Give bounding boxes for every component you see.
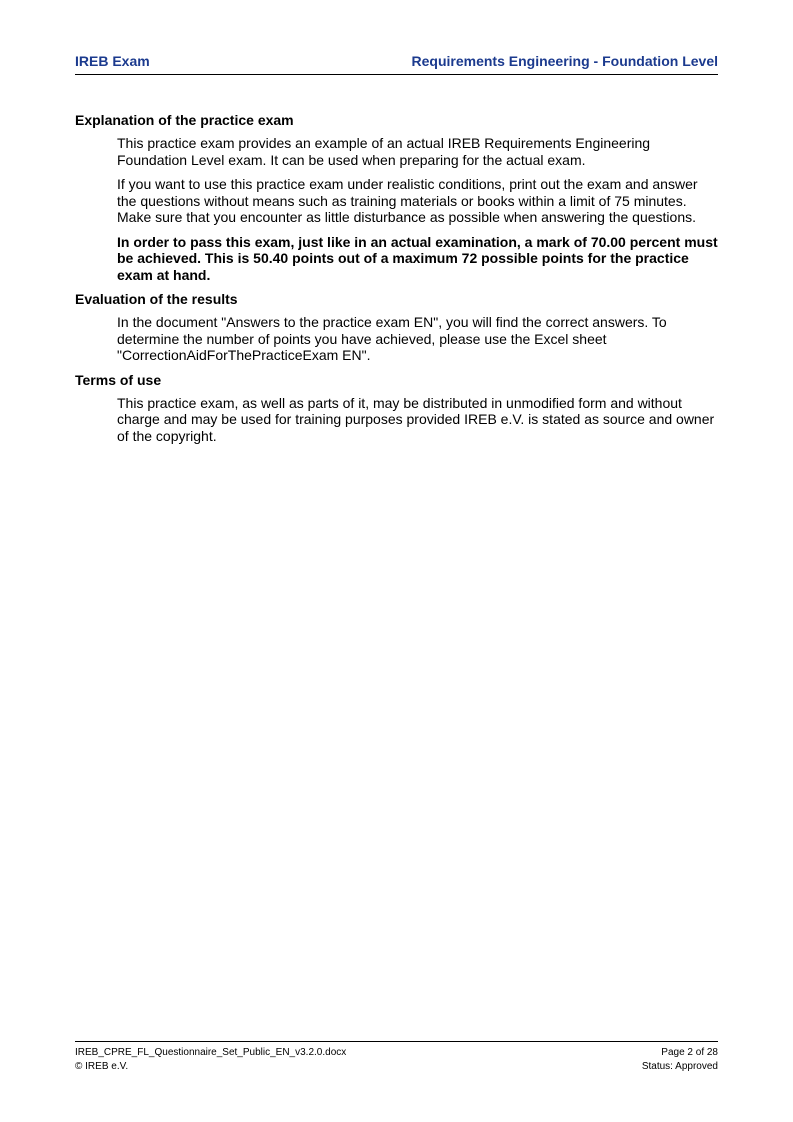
footer-status: Status: Approved [641,1061,718,1072]
section-terms-of-use [75,372,720,445]
paragraph: This practice exam, as well as parts of it, may be distributed in unmodified form and without charge and may be used for training purposes provided IREB e.V. is stated as source and owner of the copyright. [117,394,715,444]
footer-copyright: © IREB e.V. [75,1061,129,1072]
footer-row [75,1046,718,1060]
section-explanation [75,112,720,283]
footer-page-number: Page 2 of 28 [661,1047,718,1058]
header-right-title: Requirements Engineering - Foundation Level [411,53,718,69]
page-footer [75,1041,718,1074]
section-evaluation [75,291,720,364]
paragraph: If you want to use this practice exam under realistic conditions, print out the exam and answer the questions without means such as training materials or books within a limit of 75 minutes. Make sure that you encounter as little disturbance as possible when answering the questions. [117,176,698,225]
paragraph: In the document "Answers to the practice exam EN", you will find the correct answers. To determine the number of points you have achieved, please use the Excel sheet "CorrectionAidForThePracticeExam EN". [117,314,667,363]
paragraph-emphasis: In order to pass this exam, just like in an actual examination, a mark of 70.00 percent must be achieved. This is 50.40 points out of a maximum 72 possible points for the practice exam at hand. [117,233,718,283]
section-heading: Explanation of the practice exam [75,112,294,128]
footer-filename: IREB_CPRE_FL_Questionnaire_Set_Public_EN_v3.2.0.docx [75,1047,347,1058]
footer-row [75,1060,718,1074]
section-heading: Terms of use [75,371,162,388]
header-left-title: IREB Exam [75,53,150,69]
page-content [75,112,720,452]
paragraph: This practice exam provides an example of an actual IREB Requirements Engineering Foundation Level exam. It can be used when preparing for the actual exam. [117,135,651,168]
page-header [75,52,718,75]
section-heading: Evaluation of the results [75,291,238,307]
